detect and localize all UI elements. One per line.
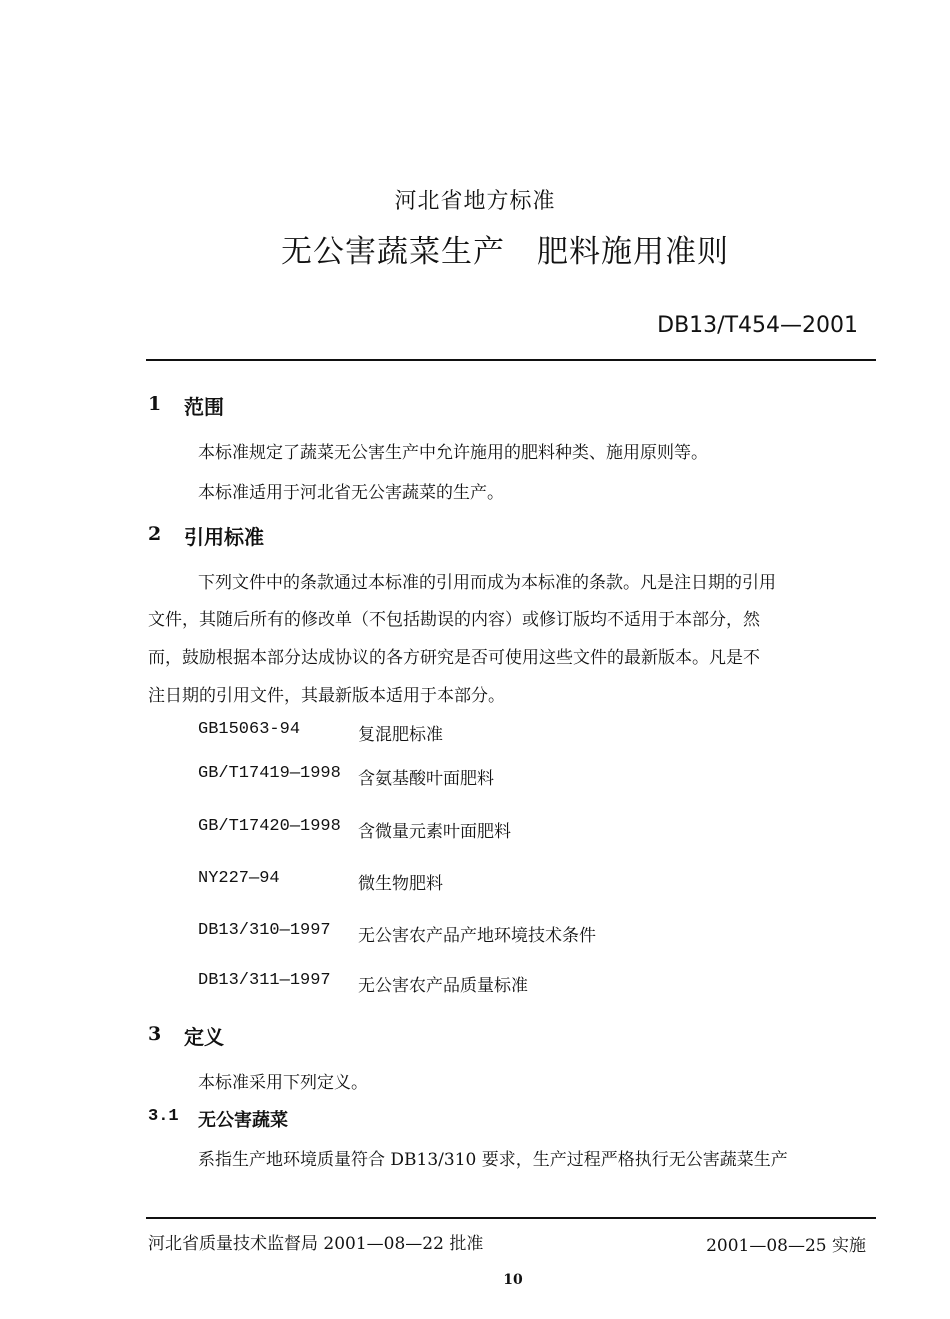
issuer-title: 河北省地方标准 xyxy=(394,189,556,214)
reference-name: 含氨基酸叶面肥料 xyxy=(358,769,494,789)
approval-statement: 河北省质量技术监督局 2001—08—22 批准 xyxy=(148,1234,484,1254)
section-1-paragraph-1: 本标准规定了蔬菜无公害生产中允许施用的肥料种类、施用原则等。 xyxy=(198,443,708,463)
section-1-number: 1 xyxy=(148,393,162,415)
section-2-line-3: 而，鼓励根据本部分达成协议的各方研究是否可使用这些文件的最新版本。凡是不 xyxy=(148,648,760,668)
reference-code: DB13/310—1997 xyxy=(198,921,331,940)
implementation-date: 2001—08—25 实施 xyxy=(706,1236,866,1256)
reference-code: GB/T17420—1998 xyxy=(198,817,341,836)
reference-name: 微生物肥料 xyxy=(358,874,443,894)
subsection-3-1-text: 系指生产地环境质量符合 DB13/310 要求，生产过程严格执行无公害蔬菜生产 xyxy=(198,1150,788,1170)
reference-code: DB13/311—1997 xyxy=(198,971,331,990)
subsection-3-1-number: 3.1 xyxy=(148,1107,179,1126)
section-3-heading: 定义 xyxy=(184,1025,224,1049)
reference-code: GB/T17419—1998 xyxy=(198,764,341,783)
section-1-paragraph-2: 本标准适用于河北省无公害蔬菜的生产。 xyxy=(198,483,504,503)
standard-code: DB13/T454—2001 xyxy=(657,313,858,338)
reference-name: 无公害农产品质量标准 xyxy=(358,976,528,996)
section-2-line-1: 下列文件中的条款通过本标准的引用而成为本标准的条款。凡是注日期的引用 xyxy=(198,573,776,593)
section-1-heading: 范围 xyxy=(184,395,224,419)
section-3-paragraph-1: 本标准采用下列定义。 xyxy=(198,1073,368,1093)
section-2-number: 2 xyxy=(148,523,162,545)
subsection-3-1-heading: 无公害蔬菜 xyxy=(198,1110,288,1131)
reference-code: GB15063-94 xyxy=(198,720,301,739)
page-number: 10 xyxy=(503,1272,523,1288)
reference-name: 无公害农产品产地环境技术条件 xyxy=(358,926,596,946)
footer-rule xyxy=(146,1217,876,1219)
reference-name: 含微量元素叶面肥料 xyxy=(358,822,511,842)
reference-name: 复混肥标准 xyxy=(358,725,443,745)
section-2-line-2: 文件，其随后所有的修改单（不包括勘误的内容）或修订版均不适用于本部分，然 xyxy=(148,610,760,630)
header-rule xyxy=(146,359,876,361)
standard-title: 无公害蔬菜生产 肥料施用准则 xyxy=(281,234,729,270)
section-2-line-4: 注日期的引用文件，其最新版本适用于本部分。 xyxy=(148,686,505,706)
reference-code: NY227—94 xyxy=(198,869,280,888)
section-2-heading: 引用标准 xyxy=(184,525,264,549)
section-3-number: 3 xyxy=(148,1023,162,1045)
